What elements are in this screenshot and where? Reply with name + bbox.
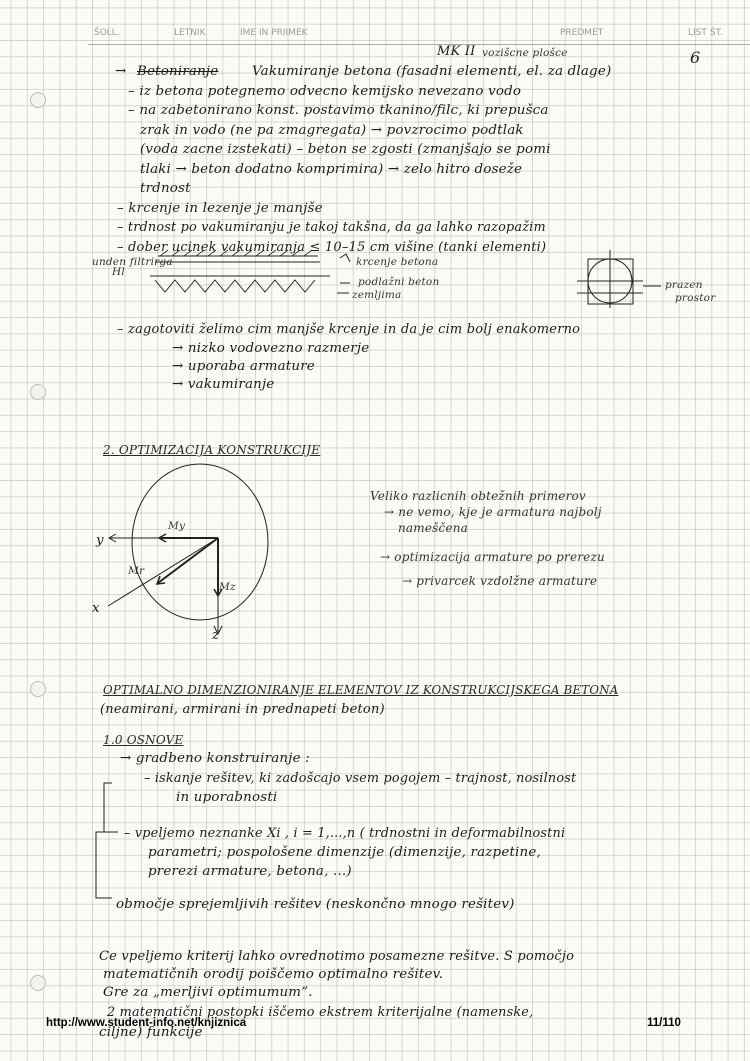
moment-my-label: My [168, 520, 186, 532]
sketch-label: prazen [665, 279, 703, 291]
means-item: → nizko vodovezno razmerje [172, 341, 370, 356]
paragraph-line: Gre za „merljivi optimumum”. [103, 985, 313, 1000]
osnove-item: → gradbeno konstruiranje : [120, 751, 310, 766]
paragraph-line: matematičnih orodij poiščemo optimalno rešitev. [103, 967, 444, 982]
struck-title: Betoniranje [137, 64, 219, 79]
section1-line: (voda zacne izstekati) – beton se zgosti (zmanjšajo se pomi [140, 142, 551, 157]
header-field: IME IN PRIIMEK [240, 28, 308, 38]
sketch-hatch [160, 250, 312, 256]
section-circle [132, 464, 268, 620]
header-field: PREDMET [560, 28, 604, 38]
axis-x-label: x [92, 601, 100, 616]
axis-y-label: y [96, 533, 104, 548]
header-field: LIST ŠT. [688, 28, 723, 38]
paragraph-line: 2 matematični postopki iščemo ekstrem kriterijalne (namenske, [107, 1005, 534, 1020]
osnove-heading: 1.0 OSNOVE [103, 733, 184, 747]
sketch-label: Hl [112, 266, 125, 278]
axis-z-label: z [212, 628, 220, 643]
course-code: MK II [437, 44, 476, 59]
section1-line: tlaki → beton dodatno komprimira) → zelo hitro doseže [140, 162, 523, 177]
osnove-item: in uporabnosti [176, 790, 278, 805]
footer-page-count: 11/110 [647, 1017, 681, 1029]
section2-note: Veliko razlicnih obtežnih primerov [370, 489, 586, 503]
sketch-leader [337, 254, 350, 293]
section1-arrow: → [115, 64, 127, 79]
header-field: ŠOLL. [94, 28, 120, 38]
resultant-vector [158, 538, 218, 583]
page-number: 6 [690, 48, 701, 67]
sketch-label: unden filtrirga [92, 256, 173, 268]
section2-note: → privarcek vzdolžne armature [402, 574, 598, 588]
section3-subtitle: (neamirani, armirani in prednapeti beton) [100, 702, 385, 717]
section1-title: Vakumiranje betona (fasadni elementi, el. za dlage) [252, 64, 612, 79]
header-field: LETNIK [174, 28, 206, 38]
osnove-item: – vpeljemo neznanke Xi , i = 1,...,n ( trdnostni in deformabilnostni [124, 826, 566, 841]
moment-mz-label: Mz [219, 581, 236, 593]
bracket [104, 783, 118, 832]
section3-title: OPTIMALNO DIMENZIONIRANJE ELEMENTOV IZ KONSTRUKCIJSKEGA BETONA [103, 683, 619, 697]
section1-line: – dober ucinek vakumiranja ≤ 10–15 cm višine (tanki elementi) [117, 240, 547, 255]
sketch-soil [155, 280, 315, 292]
footer-url[interactable]: http://www.student-info.net/knjiznica [46, 1017, 247, 1029]
means-item: → vakumiranje [172, 377, 275, 392]
section1-line: – trdnost po vakumiranju je takoj takšna, da ga lahko razopažim [117, 220, 546, 235]
x-axis [108, 538, 218, 606]
osnove-item: prerezi armature, betona, ...) [148, 864, 352, 879]
section2-note: → ne vemo, kje je armatura najbolj [384, 505, 602, 519]
goal-line: – zagotoviti želimo cim manjše krcenje in da je cim bolj enakomerno [117, 322, 581, 337]
section1-line: – iz betona potegnemo odvecno kemijsko nevezano vodo [128, 84, 522, 99]
section2-note: nameščena [398, 521, 469, 535]
section2-title: 2. OPTIMIZACIJA KONSTRUKCIJE [103, 443, 321, 457]
osnove-item: – iskanje rešitev, ki zadošcajo vsem pogojem – trajnost, nosilnost [144, 771, 577, 786]
paragraph-line: Ce vpeljemo kriterij lahko ovrednotimo posamezne rešitve. S pomočjo [99, 949, 575, 964]
section2-note: → optimizacija armature po prerezu [380, 550, 605, 564]
section1-line: trdnost [140, 181, 191, 196]
topic-label: vozišcne plošce [482, 47, 568, 59]
section1-line: zrak in vodo (ne pa zmagregata) → povzrocimo podtlak [140, 123, 524, 138]
moment-resultant-label: Mr [128, 565, 145, 577]
sketch-label: krcenje betona [356, 256, 439, 268]
sketch-label: podlažni beton [358, 276, 440, 288]
sketch-label: zemljima [352, 289, 402, 301]
sketch-label: prostor [675, 292, 716, 304]
section1-line: – krcenje in lezenje je manjše [117, 201, 323, 216]
bracket [96, 832, 112, 898]
osnove-item: območje sprejemljivih rešitev (neskončno mnogo rešitev) [116, 897, 515, 912]
means-item: → uporaba armature [172, 359, 315, 374]
section1-line: – na zabetonirano konst. postavimo tkanino/filc, ki prepušca [128, 103, 549, 118]
osnove-item: parametri; pospološene dimenzije (dimenzije, razpetine, [148, 845, 541, 860]
paragraph-line: ciljne) funkcije [99, 1025, 203, 1040]
